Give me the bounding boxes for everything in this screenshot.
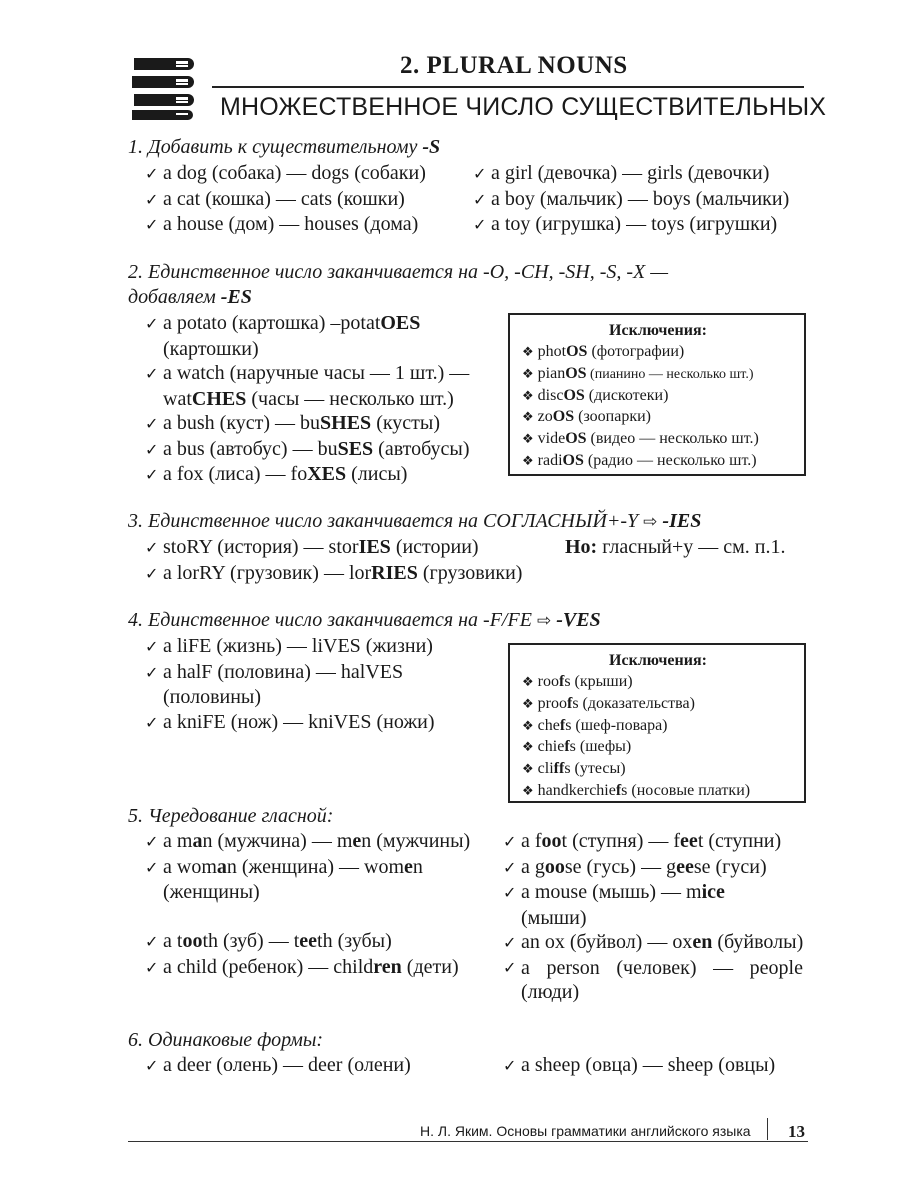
title-divider [212, 86, 804, 88]
item-text: (автобусы) [373, 437, 470, 460]
note-label: Но: [565, 536, 598, 558]
list-item [145, 929, 470, 955]
vowel-change: a [192, 830, 203, 852]
list-item [145, 311, 470, 337]
heading-text: 3. Единственное число заканчивается на СОГЛАСНЫЙ+-Y [128, 510, 644, 532]
page-number: 13 [788, 1122, 805, 1141]
check-icon: ✓ [473, 215, 487, 234]
list-item [145, 361, 470, 387]
item-text: an ox (буйвол) — ox [521, 931, 693, 953]
section-2-list [145, 311, 470, 488]
item-ending: SES [337, 437, 374, 460]
exceptions-box-es [508, 313, 806, 476]
item-text: pian [537, 364, 566, 382]
item-text: t (ступни) [697, 830, 782, 852]
item-text: (зоопарки) [574, 408, 651, 426]
exception-item [522, 694, 794, 716]
item-text: cli [537, 760, 554, 778]
check-icon: ✓ [503, 933, 517, 952]
item-text: chie [537, 738, 565, 756]
item-text: a t [163, 930, 183, 952]
list-item [145, 634, 435, 660]
heading-line [128, 285, 668, 310]
list-item [145, 187, 426, 213]
item-ending: f [559, 716, 566, 734]
arrow-right-icon: ⇨ [536, 611, 552, 631]
item-text: a f [521, 830, 542, 852]
item-text: handkerchie [537, 781, 616, 799]
item-text: (видео — несколько шт.) [586, 430, 759, 448]
list-item-continuation: (женщины) [163, 881, 260, 903]
section-1-heading [128, 135, 440, 160]
check-icon: ✓ [145, 832, 159, 851]
vowel-change: e [404, 855, 413, 878]
item-text: n [412, 855, 423, 878]
heading-text: 1. Добавить к существительному [128, 136, 423, 158]
item-text: radi [537, 451, 563, 469]
diamond-bullet-icon: ❖ [522, 366, 534, 382]
list-item [503, 829, 803, 855]
check-icon: ✓ [145, 857, 159, 877]
item-text: n (мужчина) — m [202, 830, 353, 852]
item-ending: IES [358, 536, 391, 558]
section-3-heading [128, 509, 701, 535]
exception-item [522, 759, 794, 781]
item-text: s (утесы) [564, 760, 626, 778]
list-item [145, 561, 522, 587]
item-text: (пианино — несколько шт.) [586, 366, 754, 382]
list-item [145, 710, 435, 736]
plural-ending: en [692, 931, 713, 953]
check-icon: ✓ [473, 189, 487, 209]
item-text: a potato (картошка) –potat [163, 312, 381, 334]
check-icon: ✓ [503, 857, 517, 877]
list-item-continuation [145, 387, 470, 412]
diamond-bullet-icon: ❖ [522, 762, 534, 778]
item-text: th (зуб) — t [202, 930, 300, 952]
item-ending: OS [562, 451, 584, 469]
item-text: a lorRY (грузовик) — lor [163, 561, 372, 584]
item-ending: OS [552, 408, 575, 426]
check-icon: ✓ [145, 637, 159, 656]
item-text: a house (дом) — houses (дома) [163, 213, 419, 235]
vowel-change: ice [701, 881, 725, 903]
item-text: a fox (лиса) — fo [163, 463, 308, 485]
exception-item [522, 342, 794, 364]
item-text: disc [537, 386, 564, 404]
exceptions-box-ves [508, 643, 806, 803]
item-text: (фотографии) [587, 343, 685, 360]
list-item [145, 660, 435, 686]
diamond-bullet-icon: ❖ [522, 675, 534, 690]
books-stack-icon [128, 50, 198, 122]
item-text: a g [521, 855, 545, 878]
list-item-continuation: (картошки) [163, 337, 259, 360]
item-text: (дискотеки) [584, 386, 669, 404]
item-text: s (носовые платки) [621, 781, 751, 799]
check-icon: ✓ [145, 538, 159, 557]
page-title: 2. PLURAL NOUNS [400, 52, 628, 79]
list-item [145, 829, 470, 855]
heading-text: 4. Единственное число заканчивается на -F/FE [128, 609, 537, 631]
check-icon: ✓ [145, 439, 159, 459]
item-text: a girl (девочка) — girls (девочки) [491, 162, 770, 184]
heading-ending: -S [422, 136, 441, 158]
list-item [145, 212, 426, 238]
item-text: stoRY (история) — stor [163, 536, 359, 558]
page-subtitle: МНОЖЕСТВЕННОЕ ЧИСЛО СУЩЕСТВИТЕЛЬНЫХ [220, 93, 827, 121]
item-text: s (шеф-повара) [565, 716, 668, 734]
item-text: s (крыши) [564, 673, 633, 690]
check-icon: ✓ [145, 414, 159, 433]
item-text: zo [537, 408, 553, 426]
list-item [145, 437, 470, 463]
footer-separator [767, 1118, 768, 1140]
item-text: s (шефы) [569, 738, 632, 756]
item-text: phot [537, 343, 567, 360]
arrow-right-icon: ⇨ [643, 512, 658, 532]
item-text: a deer (олень) — deer (олени) [163, 1054, 411, 1076]
vowel-change: e [352, 830, 362, 852]
section-1-left-list [145, 161, 426, 238]
exception-item [522, 451, 794, 473]
item-text: n (мужчины) [361, 830, 471, 852]
item-ending: OES [380, 312, 421, 334]
item-text: se (гуси) [693, 855, 767, 878]
check-icon: ✓ [145, 1056, 159, 1075]
exceptions-title: Исключения: [609, 322, 707, 339]
item-text: a sheep (овца) — sheep (овцы) [521, 1054, 776, 1076]
list-item [145, 535, 522, 561]
list-item [145, 411, 470, 437]
section-1-right-list [473, 161, 789, 238]
item-text: wat [163, 387, 192, 410]
item-text: (кусты) [371, 412, 440, 434]
item-ending: XES [307, 463, 347, 485]
item-text: (грузовики) [417, 561, 523, 584]
plural-ending: ren [373, 955, 402, 978]
list-item-continuation: (половины) [163, 686, 262, 708]
item-ending: CHES [191, 387, 247, 410]
section-2-heading [128, 260, 668, 310]
check-icon: ✓ [145, 563, 159, 583]
item-text: a watch (наручные часы — 1 шт.) — [163, 362, 470, 384]
vowel-change: oo [182, 930, 203, 952]
item-text: a boy (мальчик) — boys (мальчики) [491, 187, 790, 210]
item-text: a dog (собака) — dogs (собаки) [163, 162, 426, 184]
diamond-bullet-icon: ❖ [522, 696, 534, 712]
vowel-change: a [216, 855, 227, 878]
footer-book-title: Н. Л. Яким. Основы грамматики английского языка [420, 1123, 751, 1139]
item-text: che [537, 716, 560, 734]
item-text: a halF (половина) — halVES [163, 660, 404, 683]
vowel-change: oo [544, 855, 565, 878]
list-item [473, 187, 789, 213]
item-text: a m [163, 830, 193, 852]
check-icon: ✓ [503, 832, 517, 851]
item-ending: f [558, 673, 565, 690]
exceptions-title: Исключения: [609, 652, 707, 669]
section-4-list [145, 634, 435, 735]
item-text: a bus (автобус) — bu [163, 437, 338, 460]
check-icon: ✓ [145, 957, 159, 977]
check-icon: ✓ [145, 932, 159, 951]
section-6-heading: 6. Одинаковые формы: [128, 1029, 324, 1051]
diamond-bullet-icon: ❖ [522, 410, 534, 426]
check-icon: ✓ [503, 883, 517, 902]
exception-item [522, 429, 794, 451]
item-text: a child (ребенок) — child [163, 955, 374, 978]
item-text: vide [537, 430, 566, 448]
item-text: (лисы) [346, 463, 408, 485]
check-icon: ✓ [473, 164, 487, 183]
check-icon: ✓ [503, 957, 517, 977]
diamond-bullet-icon: ❖ [522, 432, 534, 448]
heading-ending: -IES [657, 510, 702, 532]
check-icon: ✓ [145, 364, 159, 383]
vowel-change: oo [541, 830, 562, 852]
vowel-change: ee [680, 830, 698, 852]
item-ending: OS [565, 430, 587, 448]
item-text: (часы — несколько шт.) [246, 387, 454, 410]
exception-item [522, 737, 794, 759]
heading-ending: -VES [551, 609, 601, 631]
diamond-bullet-icon: ❖ [522, 388, 534, 404]
section-5-heading: 5. Чередование гласной: [128, 805, 334, 827]
section-5-right-list [503, 829, 803, 1005]
item-ending: OS [566, 343, 588, 360]
item-ending: SHES [320, 412, 372, 434]
exception-item [522, 781, 794, 803]
item-ending: RIES [371, 561, 418, 584]
check-icon: ✓ [145, 314, 159, 333]
check-icon: ✓ [503, 1056, 517, 1075]
exception-item [522, 407, 794, 429]
diamond-bullet-icon: ❖ [522, 345, 534, 360]
item-ending: f [564, 738, 570, 756]
exception-item [522, 716, 794, 738]
item-text: a cat (кошка) — cats (кошки) [163, 187, 405, 210]
list-item [503, 855, 803, 881]
diamond-bullet-icon: ❖ [522, 740, 534, 756]
item-text: proo [537, 694, 567, 712]
list-item [503, 956, 803, 981]
item-text: n (женщина) — wom [226, 855, 405, 878]
heading-ending: -ES [220, 286, 252, 308]
list-item-continuation: (люди) [521, 981, 580, 1003]
diamond-bullet-icon: ❖ [522, 453, 534, 469]
item-text: s (доказательства) [572, 694, 695, 712]
list-item [145, 462, 470, 488]
item-ending: ff [553, 760, 565, 778]
item-text: a kniFE (нож) — kniVES (ножи) [163, 710, 435, 733]
item-text: a liFE (жизнь) — liVES (жизни) [163, 635, 433, 657]
check-icon: ✓ [145, 189, 159, 209]
item-text: a wom [163, 855, 217, 878]
exception-item [522, 672, 794, 694]
item-text: (радио — несколько шт.) [583, 451, 757, 469]
section-3-note [565, 535, 786, 560]
item-text: a toy (игрушка) — toys (игрушки) [491, 213, 778, 235]
item-text: (истории) [390, 536, 479, 558]
check-icon: ✓ [145, 215, 159, 234]
list-item-continuation: (мыши) [521, 906, 587, 929]
list-item [503, 880, 803, 906]
list-item [145, 955, 470, 981]
item-text: (дети) [401, 955, 459, 978]
exception-item [522, 386, 794, 408]
list-item [145, 1053, 411, 1079]
check-icon: ✓ [145, 712, 159, 732]
item-text: th (зубы) [317, 930, 392, 952]
list-item [145, 855, 470, 881]
item-text: t (ступня) — f [561, 830, 681, 852]
footer-divider [128, 1141, 808, 1142]
item-text: roo [537, 673, 559, 690]
section-3-list [145, 535, 522, 586]
item-ending: OS [563, 386, 585, 404]
item-text: (буйволы) [712, 931, 804, 953]
list-item [503, 930, 803, 956]
item-text: a person (человек) — people [521, 956, 803, 979]
section-4-heading [128, 608, 601, 634]
section-5-left-list [145, 829, 470, 980]
vowel-change: ee [299, 930, 318, 952]
list-item [503, 1053, 775, 1079]
exception-item [522, 364, 794, 386]
check-icon: ✓ [145, 662, 159, 682]
item-ending: f [566, 694, 573, 712]
heading-text: добавляем [128, 286, 221, 308]
vowel-change: ee [676, 855, 694, 878]
check-icon: ✓ [145, 164, 159, 183]
check-icon: ✓ [145, 465, 159, 484]
item-text: a bush (куст) — bu [163, 412, 321, 434]
diamond-bullet-icon: ❖ [522, 718, 534, 734]
item-ending: f [615, 781, 622, 799]
list-item [145, 161, 426, 187]
heading-line: 2. Единственное число заканчивается на -O, -CH, -SH, -S, -X — [128, 261, 669, 283]
item-text: se (гусь) — g [564, 855, 677, 878]
note-text: гласный+y — см. п.1. [597, 536, 786, 558]
list-item [473, 161, 789, 187]
list-item [473, 212, 789, 238]
item-text: a mouse (мышь) — m [521, 881, 702, 903]
diamond-bullet-icon: ❖ [522, 783, 534, 799]
item-ending: OS [565, 364, 587, 382]
